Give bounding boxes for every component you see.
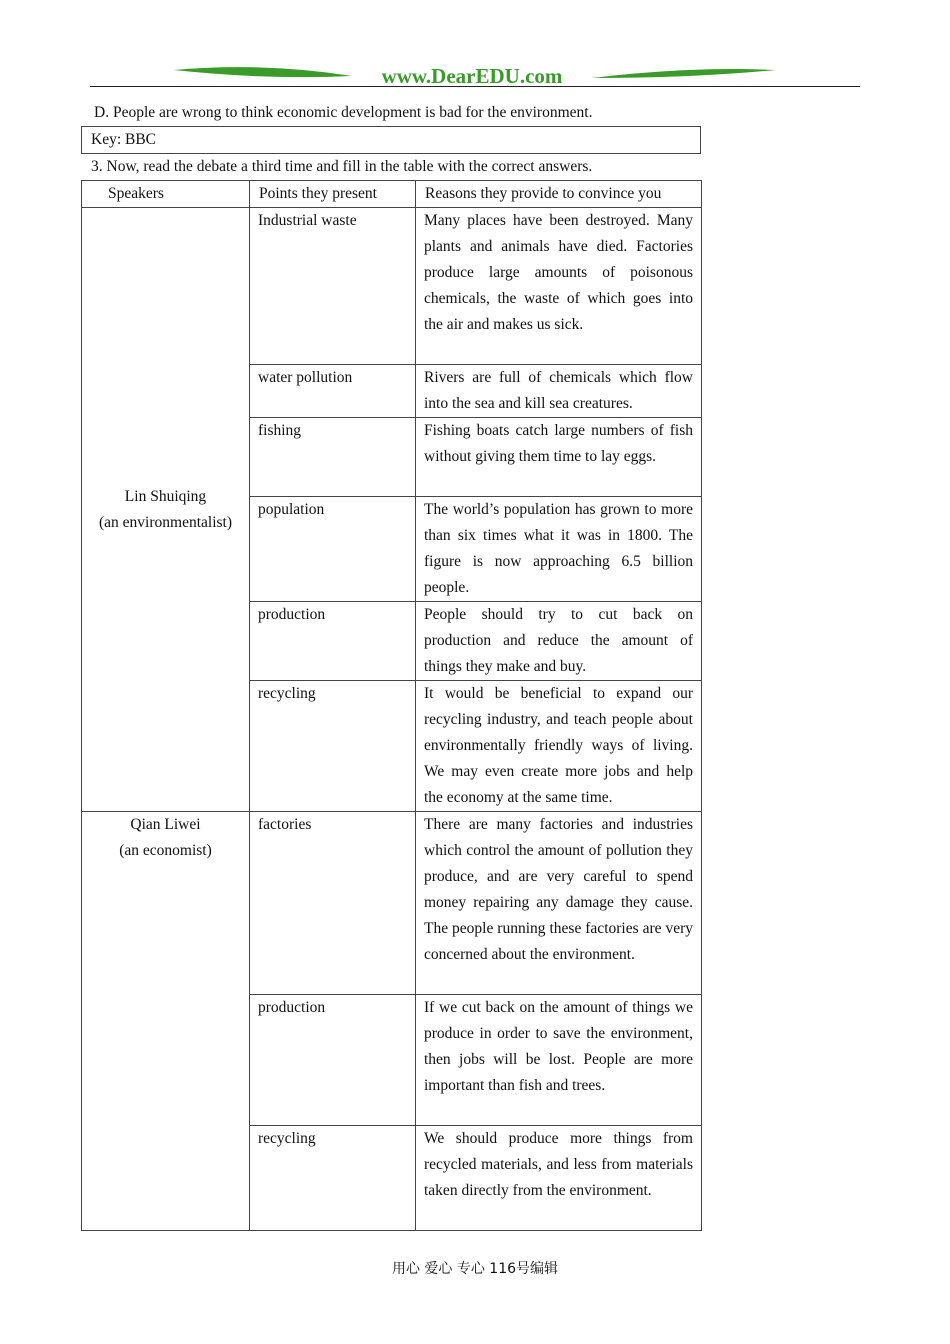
speaker-role: (an environmentalist) <box>99 513 232 531</box>
right-swoosh <box>592 69 776 78</box>
table-header-row <box>82 181 702 208</box>
page-footer: 用心 爱心 专心 116号编辑 <box>391 1261 559 1277</box>
point-cell: recycling <box>250 681 416 812</box>
reason-cell: It would be beneficial to expand our recycling industry, and teach people about environmentally friendly ways of living. We may even create more jobs and help the economy at the same time. <box>416 681 702 812</box>
speaker-name: Qian Liwei <box>130 816 201 833</box>
header-reasons: Reasons they provide to convince you <box>416 181 702 208</box>
point-cell: fishing <box>250 418 416 497</box>
reason-cell: The world’s population has grown to more than six times what it was in 1800. The figure is now approaching 6.5 billion people. <box>416 497 702 602</box>
reason-cell: There are many factories and industries which control the amount of pollution they produce, and are very careful to spend money repairing any damage they cause. The people running these factories are very concerned about the environment. <box>416 812 702 995</box>
left-swoosh <box>174 67 352 77</box>
site-name: www.DearEDU.com <box>381 64 563 88</box>
point-cell: production <box>250 602 416 681</box>
debate-table <box>81 180 702 1231</box>
answer-key-box <box>81 126 701 154</box>
reason-cell: If we cut back on the amount of things we produce in order to save the environment, then jobs will be lost. People are more important than fish and trees. <box>416 995 702 1126</box>
reason-cell: Rivers are full of chemicals which flow into the sea and kill sea creatures. <box>416 365 702 418</box>
reason-cell: Fishing boats catch large numbers of fish without giving them time to lay eggs. <box>416 418 702 497</box>
table-row <box>82 812 702 995</box>
header-speakers: Speakers <box>82 181 250 208</box>
reason-cell: Many places have been destroyed. Many plants and animals have died. Factories produce large amounts of poisonous chemicals, the waste of which goes into the air and makes us sick. <box>416 208 702 365</box>
speaker-name: Lin Shuiqing <box>124 487 207 505</box>
site-logo-banner <box>172 62 778 88</box>
speaker-cell-lin <box>82 208 250 812</box>
reason-cell: We should produce more things from recycled materials, and less from materials taken directly from the environment. <box>416 1126 702 1231</box>
option-d-text: D. People are wrong to think economic development is bad for the environment. <box>94 104 593 121</box>
table-row <box>82 208 702 365</box>
point-cell: recycling <box>250 1126 416 1231</box>
answer-key-text: Key: BBC <box>82 127 701 154</box>
point-cell: factories <box>250 812 416 995</box>
point-cell: Industrial waste <box>250 208 416 365</box>
point-cell: production <box>250 995 416 1126</box>
header-rule <box>90 86 860 87</box>
reason-cell: People should try to cut back on production and reduce the amount of things they make and buy. <box>416 602 702 681</box>
speaker-cell-qian <box>82 812 250 1231</box>
header-points: Points they present <box>250 181 416 208</box>
point-cell: water pollution <box>250 365 416 418</box>
instruction-text: 3. Now, read the debate a third time and fill in the table with the correct answers. <box>91 158 593 175</box>
point-cell: population <box>250 497 416 602</box>
speaker-role: (an economist) <box>119 842 212 859</box>
